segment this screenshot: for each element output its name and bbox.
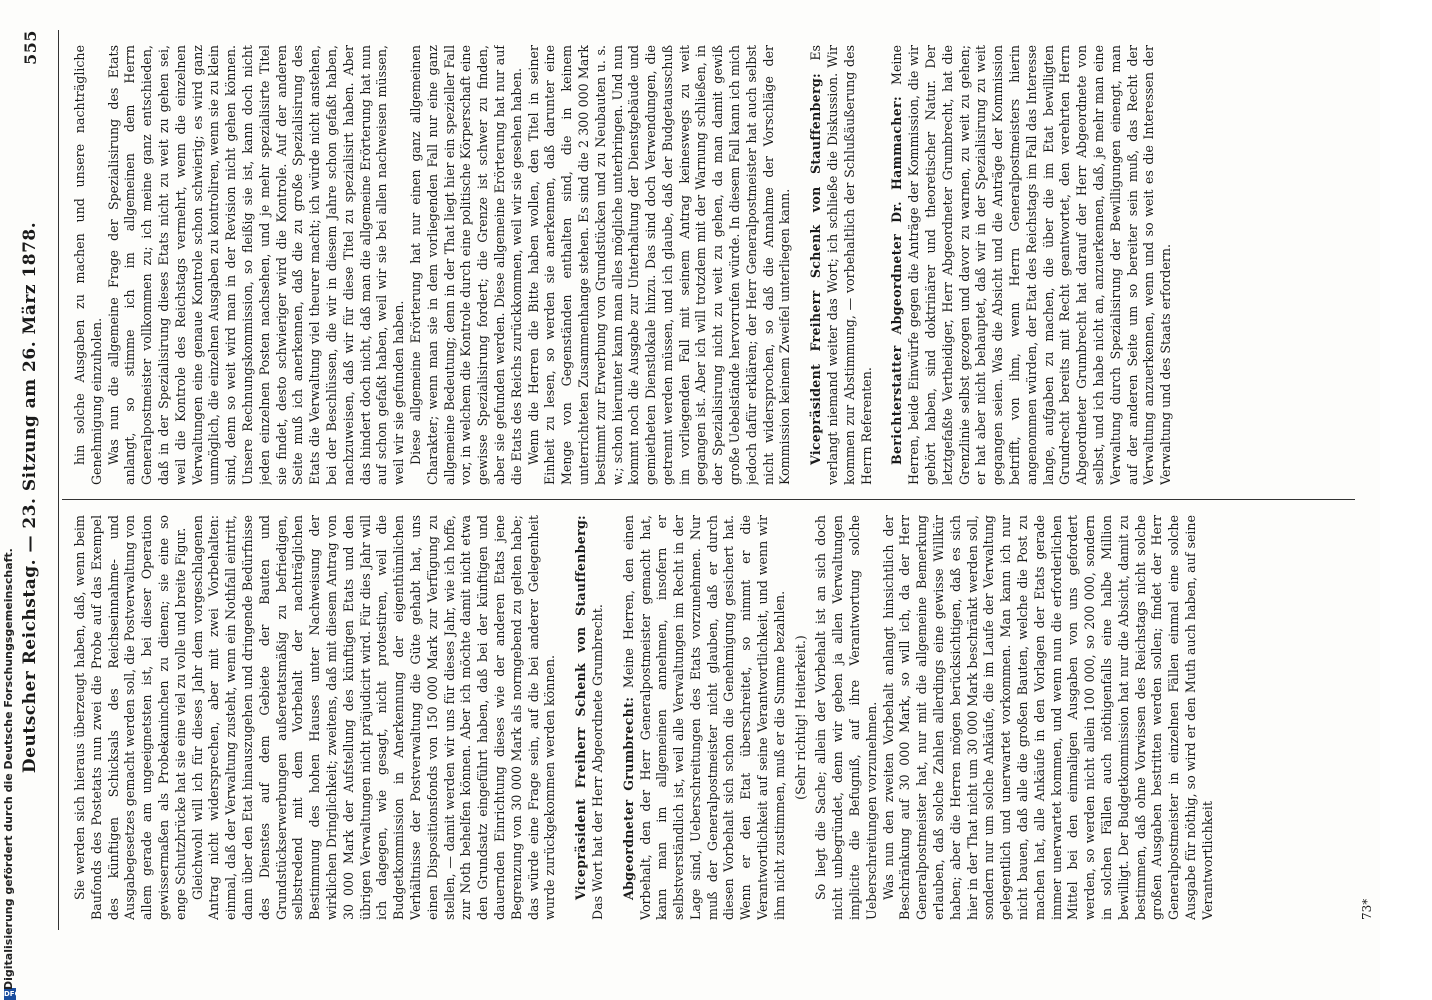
paragraph-text: Sie werden sich hieraus überzeugt haben, daß, wenn beim Baufonds des Postetats nun zwei die Probe auf das Exempel des künftigen Schicksals des Reichseinnahme- und Ausgabegesetzes gemacht werden soll, die Postverwaltung von allem gerade am ungeeignetsten ist, bei dieser Operation gewissermaßen als Probekaninchen zu dienen; sie eine so enge Schutzbrücke hat sie eine viel zu volle und breite Figur.	[72, 515, 188, 920]
paragraph-text: Was nun die allgemeine Frage der Spezialisirung des Etats anlangt, so stimme ich im allgemeinen dem Herrn Generalpostmeister vollkommen zu; ich meine ganz entschieden, daß in der Spezialisirung dieses Etats nicht zu weit zu gehen sei, weil die Kontrole des Reichstags vermehrt, wenn die einzelnen Verwaltungen eine genaue Kontrole schon schwierig; es wird ganz unmöglich, die einzelnen Ausgaben zu kontroliren, wenn sie zu klein sind, denn so weit wird man in der Revision nicht gehen können. Unsere Rechnungskommission, so fleißig sie ist, kann doch nicht jeden einzelnen Posten nachsehen, und je mehr spezialisirte Titel sie findet, desto schwieriger wird die Kontrole. Auf der anderen Seite muß ich anerkennen, daß die zu große Spezialisirung des Etats die Verwaltung viel theurer macht; ich würde nicht anstehen, bei der Beschlüssen, die wir in diesem Jahre schon gefaßt haben, nachzuweisen, daß wir für diese Titel zu spezialisirt haben. Aber das hindert doch nicht, daß man die allgemeine Erörterung hat nun auf schon gefaßt haben, weil wir sie bei allen nachweisen müssen, weil wir sie gefunden haben.	[105, 45, 407, 485]
paragraph-text: Wenn die Herren die Bitte haben wollen, den Titel in seiner Einheit zu lesen, so werden sie anerkennen, daß darunter eine Menge von Gegenständen enthalten sind, die in keinem unterrichteten Zusammenhange stehen. Es sind die 2 300 000 Mark bestimmt zur Erwerbung von Grundstücken und zu Neubauten u. s. w.; schon hierunter kann man alles mögliche unterbringen. Und nun kommt noch die Ausgabe zur Unterhaltung der Dienstgebäude und gemietheten Dienstlokale hinzu. Das sind doch Verwendungen, die getrennt werden müssen, und ich glaube, daß der Budgetausschuß im vorliegenden Fall mit seinem Antrag keineswegs zu weit gegangen ist. Aber ich will trotzdem mit der Warnung schließen, in der Spezialisirung nicht zu weit zu gehen, da man damit gewiß große Uebelstände hervorrufen würde. In diesem Fall kann ich mich jedoch dafür erklären; der Herr Generalpostmeister hat auch selbst nicht widersprochen, so daß die Annahme der Vorschläge der Kommission keinem Zweifel unterliegen kann.	[525, 45, 793, 485]
column-divider	[62, 499, 1355, 500]
paragraph-text: (Sehr richtig! Heiterkeit.)	[792, 635, 808, 800]
paragraph-gap	[607, 515, 621, 920]
right-column	[72, 45, 1350, 485]
paragraph-text: hin solche Ausgaben zu machen und unsere nachträgliche Genehmigung einzuholen.	[72, 45, 104, 485]
page-number: 555	[20, 30, 40, 65]
paragraph-text: Gleichwohl will ich für dieses Jahr dem vorgeschlagenen Antrag nicht widersprechen, aber mit zwei Vorbehalten: einmal, daß der Verwaltung zusteht, wenn ein Nothfall eintritt, dann über den Etat hinauszugehen und dringende Bedürfnisse des Dienstes auf dem Gebiete der Bauten und Grundstückserwerbungen außeretatsmäßig zu befriedigen, selbstredend mit dem Vorbehalt der nachträglichen Bestimmung des hohen Hauses unter Nachweisung der wirklichen Dringlichkeit; zweitens, daß mit diesem Antrag von 30 000 Mark der Aufstellung des künftigen Etats und den übrigen Verwaltungen nicht präjudicirt wird. Für dies Jahr will ich dagegen, wie gesagt, nicht protestiren, weil die Budgetkommission in Anerkennung der eigenthümlichen Verhältnisse der Postverwaltung die Güte gehabt hat, uns einen Dispositionsfonds von 150 000 Mark zur Verfügung zu stellen, — damit werden wir uns für dieses Jahr, wie ich hoffe, zur Noth behelfen können. Aber ich möchte damit nicht etwa den Grundsatz eingeführt haben, daß bei der künftigen und dauernden Einrichtung dieses wie der anderen Etats jene Begrenzung von 30 000 Mark als normgebend zu gelten habe; das würde eine Frage sein, auf die bei anderer Gelegenheit wurde zurückgekommen werden können.	[189, 515, 558, 920]
paragraph-text: Diese allgemeine Erörterung hat nur einen ganz allgemeinen Charakter; wenn man sie in dem vorliegenden Fall nur eine ganz allgemeine Bedeutung; denn in der That liegt hier ein spezieller Fall vor, in welchem die Kontrole durch eine politische Körperschaft eine gewisse Spezialisirung fordert; die Grenze ist schwer zu finden, aber sie gefunden werden. Diese allgemeine Erörterung hat nur auf die Etats des Reichs zurückkommen, weil wir sie gesehen haben.	[407, 45, 524, 485]
paragraph-gap	[559, 515, 573, 920]
paragraph	[808, 45, 875, 485]
speaker-name: Berichterstatter Abgeordneter Dr. Hammacher:	[889, 84, 905, 465]
paragraph-gap	[875, 45, 889, 485]
paragraph-text: Es verlangt niemand weiter das Wort; ich schließe die Diskussion. Wir kommen zur Abstimmung, — vorbehaltlich der Schlußäußerung des Herrn Referenten.	[808, 45, 874, 485]
paragraph	[621, 515, 789, 920]
paragraph-text: Meine Herren, den einen Vorbehalt, den der Herr Generalpostmeister gemacht hat, kann man im allgemeinen annehmen, insofern er selbstverständlich ist, weil alle Verwaltungen im Recht in der Lage sind, Ueberschreitungen des Etats vorzunehmen. Nur muß der Generalpostmeister nicht glauben, daß er durch diesen Vorbehalt sich schon die Genehmigung gesichert hat. Wenn er den Etat überschreitet, so nimmt er die Verantwortlichkeit auf seine Verantwortlichkeit, und wenn wir ihm nicht zustimmen, muß er die Summe bezahlen.	[620, 515, 787, 920]
paragraph	[813, 515, 880, 920]
paragraph	[526, 45, 795, 485]
left-column	[72, 515, 1350, 920]
dfg-logo: DFG	[4, 990, 21, 998]
paragraph	[889, 45, 1175, 485]
header-rule	[58, 30, 59, 930]
paragraph	[106, 45, 408, 485]
page-title: Deutscher Reichstag. — 23. Sitzung am 26. März 1878.	[20, 221, 40, 774]
digitization-footer: Digitalisierung gefördert durch die Deutsche Forschungsgemeinschaft.	[2, 548, 15, 990]
paragraph-text: Was nun den zweiten Vorbehalt anlangt hinsichtlich der Beschränkung auf 30 000 Mark, so will ich, da der Herr Generalpostmeister hat, nur mit die allgemeine Bemerkung erlauben, daß solche Zahlen allerdings eine gewisse Willkür haben; aber die Herren mögen berücksichtigen, daß es sich hier in der That nicht um 30 000 Mark beschränkt werden soll, sondern nur um solche Ankäufe, die im Laufe der Verwaltung gelegentlich und unerwartet vorkommen. Man kann ich nur nicht bauen, daß alle die großen Bauten, welche die Post zu machen hat, alle Ankäufe in den Vorlagen der Etats gerade immer unerwartet kommen, und wenn nun die erforderlichen Mittel bei den einmaligen Ausgaben von uns gefordert werden, so werden nicht allein 100 000, so 200 000, sondern in solchen Fällen auch nöthigenfalls eine halbe Million bewilligt. Der Budgetkommission hat nur die Absicht, damit zu bestimmen, daß ohne Vorwissen des Reichstags nicht solche großen Ausgaben bestritten werden sollen; findet der Herr Generalpostmeister in einzelnen Fällen einmal eine solche Ausgabe für nöthig, so wird er den Muth auch haben, auf seine Verantwortlichkeit	[880, 515, 1215, 920]
paragraph-text: So liegt die Sache; allein der Vorbehalt ist an sich doch nicht unbegründet, denn wir geben ja allen Verwaltungen implicite die Befugniß, auf ihre Verantwortung solche Ueberschreitungen vorzunehmen.	[813, 515, 879, 920]
speaker-name: Vicepräsident Freiherr Schenk von Stauffenberg:	[573, 515, 589, 900]
paragraph	[793, 515, 810, 920]
speaker-name: Vicepräsident Freiherr Schenk von Stauffenberg:	[808, 60, 824, 465]
paragraph	[408, 45, 526, 485]
paragraph	[190, 515, 560, 920]
paragraph-text: Meine Herren, beide Einwürfe gegen die Anträge der Kommission, die wir gehört haben, sind doktrinärer und theoretischer Natur. Der letztgefaßte Vertheidiger, Herr Abgeordneter Grumbrecht, hat die Grenzlinie selbst gezogen und davor zu warnen, zu weit zu gehen; er hat aber nicht behauptet, daß wir in der Spezialisirung zu weit gegangen seien. Was die Absicht und die Anträge der Kommission betrifft, von ihm, wenn Herrn Generalpostmeisters hierin angenommen würden, der Etat des Reichstags im Fall das Interesse lange, aufgaben zu machen, die über die im Etat bewilligten Grundrecht bereits mit Recht geantwortet, den verehrten Herrn Abgeordneter Grumbrecht hat darauf der Herr Abgeordnete von selbst, und ich habe nicht an, anzuerkennen, daß, je mehr man eine Verwaltung durch Spezialisirung der Bewilligungen einengt, man auf der anderen Seite um so bereiter sein muß, das Recht der Verwaltung anzuerkennen, wenn und so weit es die Interessen der Verwaltung und des Staats erfordern.	[889, 45, 1174, 485]
paragraph	[72, 45, 106, 485]
paragraph	[881, 515, 1217, 920]
speaker-name: Abgeordneter Grumbrecht:	[620, 688, 636, 900]
paragraph-text: Das Wort hat der Herr Abgeordnete Grumbrecht.	[589, 604, 605, 920]
paragraph-gap	[794, 45, 808, 485]
paragraph	[72, 515, 190, 920]
signature-mark: 73*	[1360, 898, 1374, 920]
paragraph	[573, 515, 607, 920]
